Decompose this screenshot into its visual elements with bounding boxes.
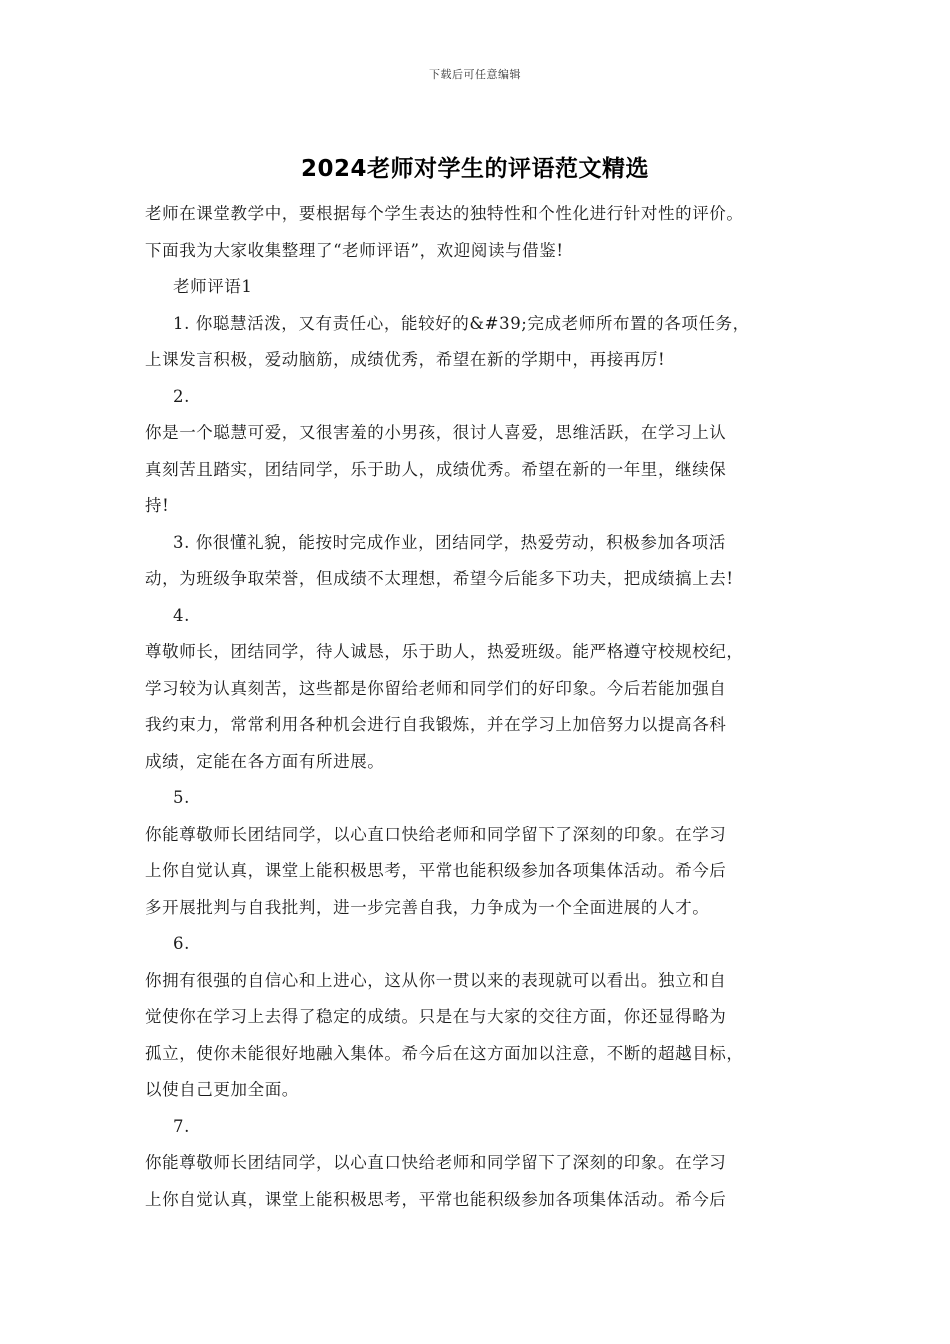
body-line: 7.	[173, 1116, 190, 1136]
body-line: 上你自觉认真，课堂上能积极思考，平常也能积级参加各项集体活动。希今后	[145, 1189, 727, 1209]
body-line: 2.	[173, 386, 190, 406]
body-line: 4.	[173, 605, 190, 625]
body-line: 觉使你在学习上去得了稳定的成绩。只是在与大家的交往方面，你还显得略为	[145, 1007, 727, 1026]
body-line: 老师评语1	[173, 277, 253, 296]
document-title: 2024老师对学生的评语范文精选	[300, 156, 649, 182]
body-line: 老师在课堂教学中，要根据每个学生表达的独特性和个性化进行针对性的评价。	[145, 204, 744, 223]
body-line: 学习较为认真刻苦，这些都是你留给老师和同学们的好印象。今后若能加强自	[145, 678, 727, 698]
body-line: 以使自己更加全面。	[145, 1080, 299, 1099]
body-line: 你是一个聪慧可爱，又很害羞的小男孩，很讨人喜爱，思维活跃，在学习上认	[145, 423, 727, 442]
body-line: 我约束力，常常利用各种机会进行自我锻炼，并在学习上加倍努力以提高各科	[145, 715, 727, 734]
body-line: 6.	[173, 934, 190, 953]
body-line: 下面我为大家收集整理了“老师评语”，欢迎阅读与借鉴!	[145, 240, 564, 260]
body-line: 3. 你很懂礼貌，能按时完成作业，团结同学，热爱劳动，积极参加各项活	[173, 532, 726, 552]
document-body	[145, 196, 817, 1218]
body-line: 上课发言积极，爱动脑筋，成绩优秀，希望在新的学期中，再接再厉!	[145, 350, 666, 369]
body-line: 成绩，定能在各方面有所进展。	[145, 751, 385, 771]
body-line: 你能尊敬师长团结同学，以心直口快给老师和同学留下了深刻的印象。在学习	[145, 1153, 727, 1172]
page-header-note: 下载后可任意编辑	[429, 68, 521, 81]
body-line: 孤立，使你未能很好地融入集体。希今后在这方面加以注意，不断的超越目标，	[145, 1043, 744, 1063]
body-line: 上你自觉认真，课堂上能积极思考，平常也能积级参加各项集体活动。希今后	[145, 861, 727, 880]
body-line: 真刻苦且踏实，团结同学，乐于助人，成绩优秀。希望在新的一年里，继续保	[145, 459, 727, 479]
body-line: 尊敬师长，团结同学，待人诚恳，乐于助人，热爱班级。能严格遵守校规校纪，	[145, 642, 744, 661]
body-line: 持!	[145, 496, 170, 515]
body-line: 多开展批判与自我批判，进一步完善自我，力争成为一个全面进展的人才。	[145, 897, 710, 917]
body-line: 你拥有很强的自信心和上进心，这从你一贯以来的表现就可以看出。独立和自	[145, 970, 727, 990]
body-line: 你能尊敬师长团结同学，以心直口快给老师和同学留下了深刻的印象。在学习	[145, 824, 727, 844]
body-line: 动，为班级争取荣誉，但成绩不太理想，希望今后能多下功夫，把成绩搞上去!	[145, 569, 734, 588]
body-line: 1. 你聪慧活泼，又有责任心，能较好的&#39;完成老师所布置的各项任务，	[173, 313, 750, 333]
body-line: 5.	[173, 788, 190, 807]
